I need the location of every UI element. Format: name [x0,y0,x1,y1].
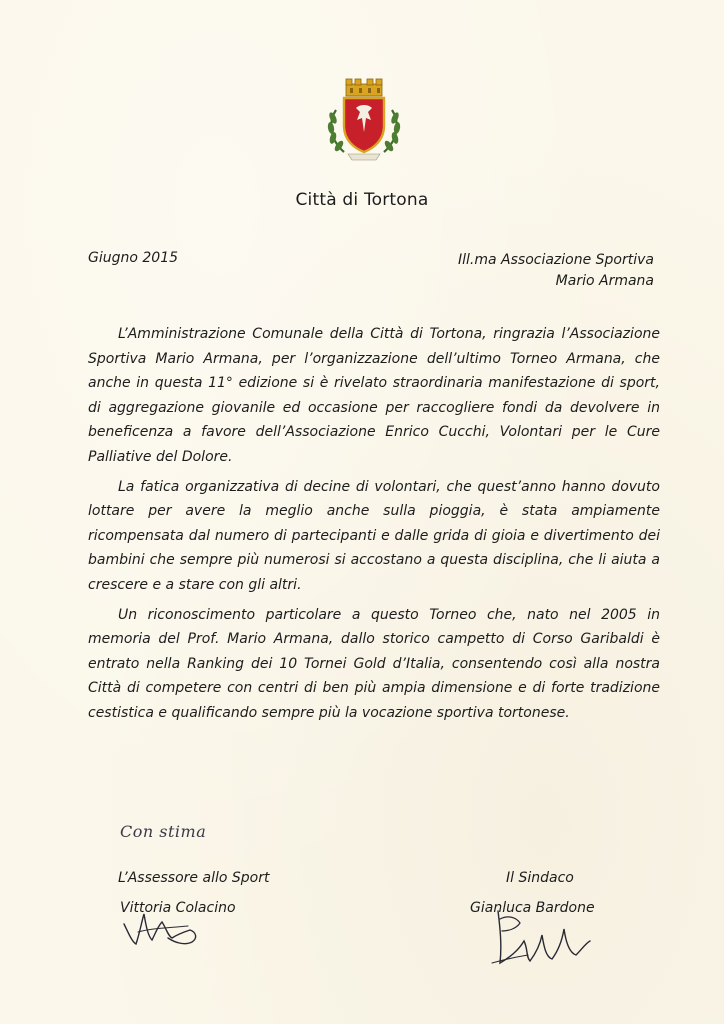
recipient-line-1: Ill.ma Associazione Sportiva [458,252,654,268]
letter-date: Giugno 2015 [88,250,179,266]
body-paragraph-1: L’Amministrazione Comunale della Città di Tortona, ringrazia l’Associazione Sportiva Mario Armana, per l’organizzazione dell’ultimo Torneo Armana, che anche in questa 11° edizione si è rivelato straordinaria manifestazione di sport, di aggregazione giovanile ed occasione per raccogliere fondi da devolvere in beneficenza a favore dell’Associazione Enrico Cucchi, Volontari per le Cure Palliative del Dolore. [88,326,660,465]
recipient-line-2: Mario Armana [555,273,654,289]
recipient-block [458,250,654,292]
assessore-role: L’Assessore allo Sport [118,870,270,886]
handwritten-closing: Con stima [120,822,207,841]
handwritten-signature-icon [118,902,208,950]
handwritten-signature-icon [480,905,610,970]
body-paragraph-3: Un riconoscimento particolare a questo Torneo che, nato nel 2005 in memoria del Prof. Mario Armana, dallo storico campetto di Corso Garibaldi è entrato nella Ranking dei 10 Tornei Gold d’Italia, consentendo così alla nostra Città di competere con centri di ben più ampia dimensione e di forte tradizione cestistica e qualificando sempre più la vocazione sportiva tortonese. [88,606,660,721]
city-name-heading: Città di Tortona [295,190,429,210]
sindaco-role: Il Sindaco [506,870,574,886]
sindaco-name: Gianluca Bardone [470,900,595,916]
city-coat-of-arms-icon [322,76,406,164]
letter-body [88,322,660,731]
body-paragraph-2: La fatica organizzativa di decine di volontari, che quest’anno hanno dovuto lottare per avere la meglio anche sulla pioggia, è stata ampiamente ricompensata dal numero di partecipanti e dalle grida di gioia e divertimento dei bambini che sempre più numerosi si accostano a questa disciplina, che li aiuta a crescere e a stare con gli altri. [88,478,660,593]
assessore-name: Vittoria Colacino [120,900,236,916]
